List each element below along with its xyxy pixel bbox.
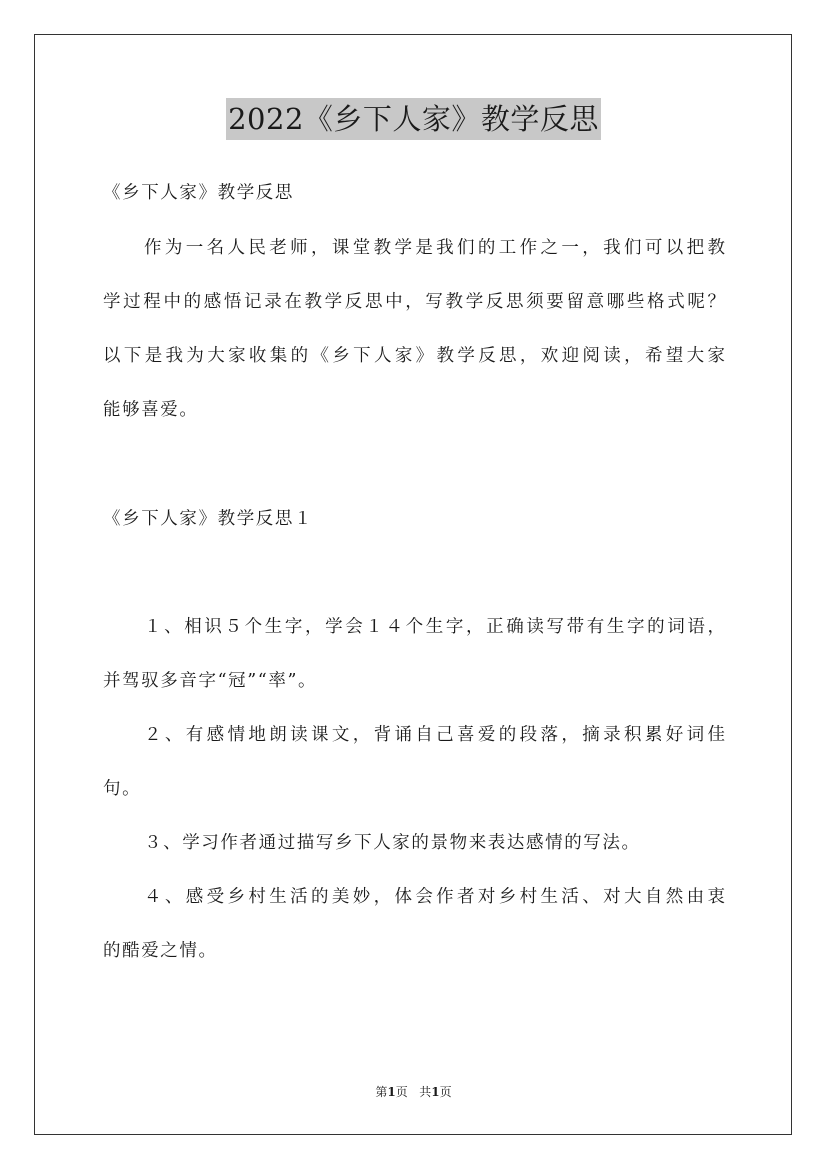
list-item-1-line: １、相识５个生字，学会１４个生字，正确读写带有生字的词语， (144, 617, 725, 637)
paragraph-line: 学过程中的感悟记录在教学反思中，写教学反思须要留意哪些格式呢？ (103, 292, 725, 312)
paragraph-line: 作为一名人民老师，课堂教学是我们的工作之一，我们可以把教 (144, 238, 725, 258)
title-container (0, 98, 827, 140)
list-item-4-line: 的酷爱之情。 (103, 941, 218, 961)
list-item-4-line: ４、感受乡村生活的美妙，体会作者对乡村生活、对大自然由衷 (144, 887, 725, 907)
paragraph-line: 以下是我为大家收集的《乡下人家》教学反思，欢迎阅读，希望大家 (103, 346, 725, 366)
paragraph-line: 能够喜爱。 (103, 400, 199, 420)
section-heading-intro: 《乡下人家》教学反思 (103, 183, 294, 203)
section-heading-1: 《乡下人家》教学反思１ (103, 509, 314, 529)
list-item-3-line: ３、学习作者通过描写乡下人家的景物来表达感情的写法。 (144, 833, 641, 853)
footer-mid: 页 共 (395, 1085, 432, 1099)
footer-prefix: 第 (375, 1085, 388, 1099)
page-footer (0, 1084, 827, 1100)
list-item-1-line: 并驾驭多音字“冠”“率”。 (103, 671, 318, 691)
footer-page-total: 1 (431, 1085, 440, 1099)
document-title: 2022《乡下人家》教学反思 (226, 98, 601, 140)
list-item-2-line: 句。 (103, 779, 142, 799)
list-item-2-line: ２、有感情地朗读课文，背诵自己喜爱的段落，摘录积累好词佳 (144, 725, 725, 745)
footer-page-current: 1 (387, 1085, 396, 1099)
footer-suffix: 页 (439, 1085, 452, 1099)
